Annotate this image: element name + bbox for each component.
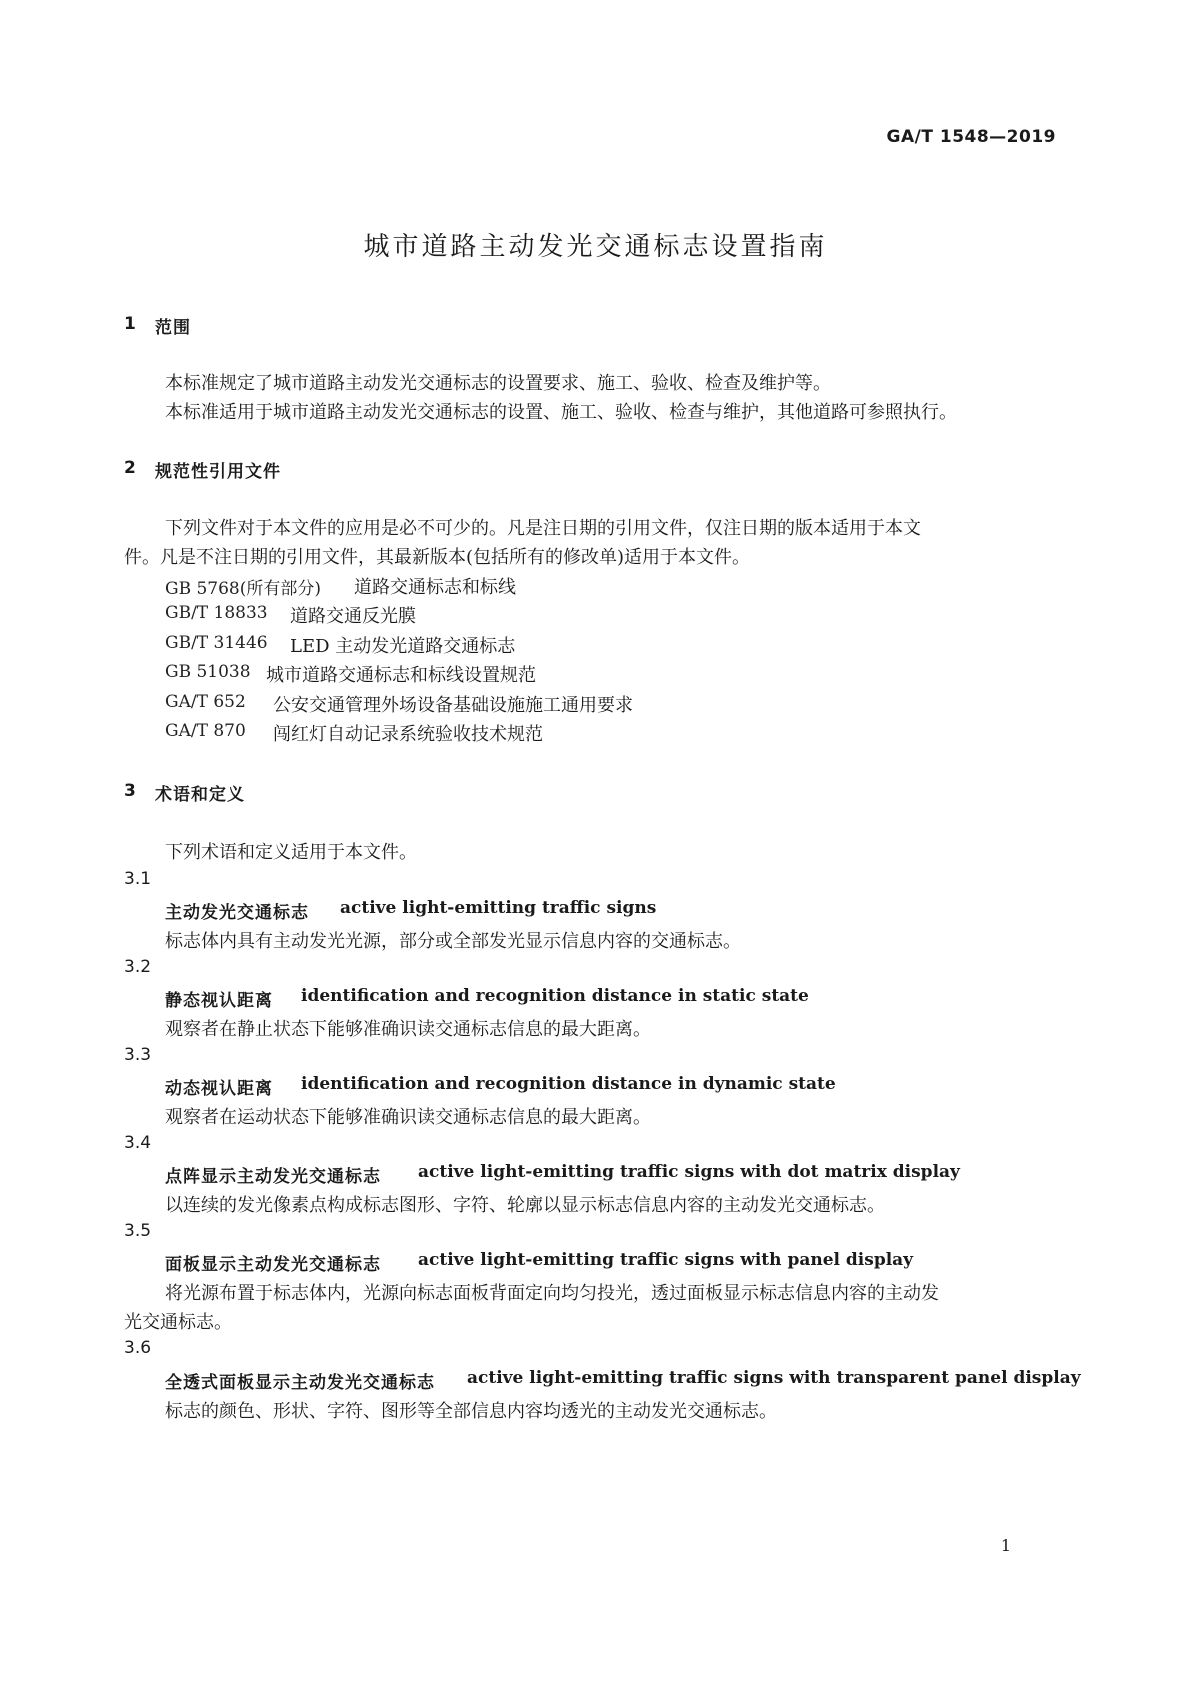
section-3-title: 术语和定义 — [155, 785, 245, 805]
term-chinese: 全透式面板显示主动发光交通标志 — [165, 1373, 435, 1393]
term-definition: 标志的颜色、形状、字符、图形等全部信息内容均透光的主动发光交通标志。 — [165, 1401, 777, 1422]
standard-code: GA/T 1548—2019 — [886, 127, 1056, 147]
ref-title: 闯红灯自动记录系统验收技术规范 — [273, 724, 543, 745]
section-3-number: 3 — [124, 781, 136, 801]
ref-code: GB/T 31446 — [165, 633, 268, 653]
term-chinese: 点阵显示主动发光交通标志 — [165, 1167, 381, 1187]
section-2-number: 2 — [124, 458, 136, 478]
term-definition: 将光源布置于标志体内，光源向标志面板背面定向均匀投光，透过面板显示标志信息内容的主动发 — [165, 1283, 939, 1304]
term-definition: 以连续的发光像素点构成标志图形、字符、轮廓以显示标志信息内容的主动发光交通标志。 — [165, 1195, 885, 1216]
term-number: 3.5 — [124, 1221, 152, 1241]
term-english: active light-emitting traffic signs with transparent panel display — [467, 1368, 1081, 1388]
ref-code: GB 5768(所有部分) — [165, 579, 322, 599]
term-number: 3.6 — [124, 1338, 152, 1358]
ref-code: GA/T 652 — [165, 692, 246, 712]
term-definition-continued: 光交通标志。 — [124, 1312, 232, 1333]
document-title: 城市道路主动发光交通标志设置指南 — [363, 232, 828, 262]
ref-code: GA/T 870 — [165, 721, 246, 741]
page-number: 1 — [1000, 1536, 1011, 1555]
term-chinese: 主动发光交通标志 — [165, 903, 309, 923]
term-chinese: 静态视认距离 — [165, 991, 273, 1011]
ref-title: 城市道路交通标志和标线设置规范 — [266, 665, 536, 686]
scope-paragraph-1: 本标准规定了城市道路主动发光交通标志的设置要求、施工、验收、检查及维护等。 — [165, 373, 831, 394]
term-number: 3.3 — [124, 1045, 152, 1065]
term-definition: 观察者在运动状态下能够准确识读交通标志信息的最大距离。 — [165, 1107, 651, 1128]
terms-intro: 下列术语和定义适用于本文件。 — [165, 842, 417, 863]
refs-intro-line-1: 下列文件对于本文件的应用是必不可少的。凡是注日期的引用文件，仅注日期的版本适用于本文 — [165, 518, 921, 539]
term-english: active light-emitting traffic signs — [340, 898, 657, 918]
term-chinese: 面板显示主动发光交通标志 — [165, 1255, 381, 1275]
term-number: 3.2 — [124, 957, 152, 977]
ref-code: GB 51038 — [165, 662, 251, 682]
term-chinese: 动态视认距离 — [165, 1079, 273, 1099]
ref-title: LED 主动发光道路交通标志 — [290, 636, 516, 657]
term-number: 3.4 — [124, 1133, 152, 1153]
section-1-number: 1 — [124, 314, 136, 334]
refs-intro-line-2: 件。凡是不注日期的引用文件，其最新版本(包括所有的修改单)适用于本文件。 — [124, 547, 751, 568]
term-english: active light-emitting traffic signs with panel display — [418, 1250, 914, 1270]
term-definition: 观察者在静止状态下能够准确识读交通标志信息的最大距离。 — [165, 1019, 651, 1040]
term-definition: 标志体内具有主动发光光源，部分或全部发光显示信息内容的交通标志。 — [165, 931, 741, 952]
term-english: identification and recognition distance in dynamic state — [301, 1074, 836, 1094]
ref-title: 公安交通管理外场设备基础设施施工通用要求 — [273, 695, 633, 716]
ref-title: 道路交通标志和标线 — [354, 577, 516, 598]
term-number: 3.1 — [124, 869, 152, 889]
term-english: active light-emitting traffic signs with dot matrix display — [418, 1162, 960, 1182]
section-1-title: 范围 — [155, 318, 191, 338]
ref-code: GB/T 18833 — [165, 603, 268, 623]
ref-title: 道路交通反光膜 — [290, 606, 416, 627]
section-2-title: 规范性引用文件 — [155, 462, 281, 482]
term-english: identification and recognition distance in static state — [301, 986, 809, 1006]
scope-paragraph-2: 本标准适用于城市道路主动发光交通标志的设置、施工、验收、检查与维护，其他道路可参照执行。 — [165, 402, 957, 423]
